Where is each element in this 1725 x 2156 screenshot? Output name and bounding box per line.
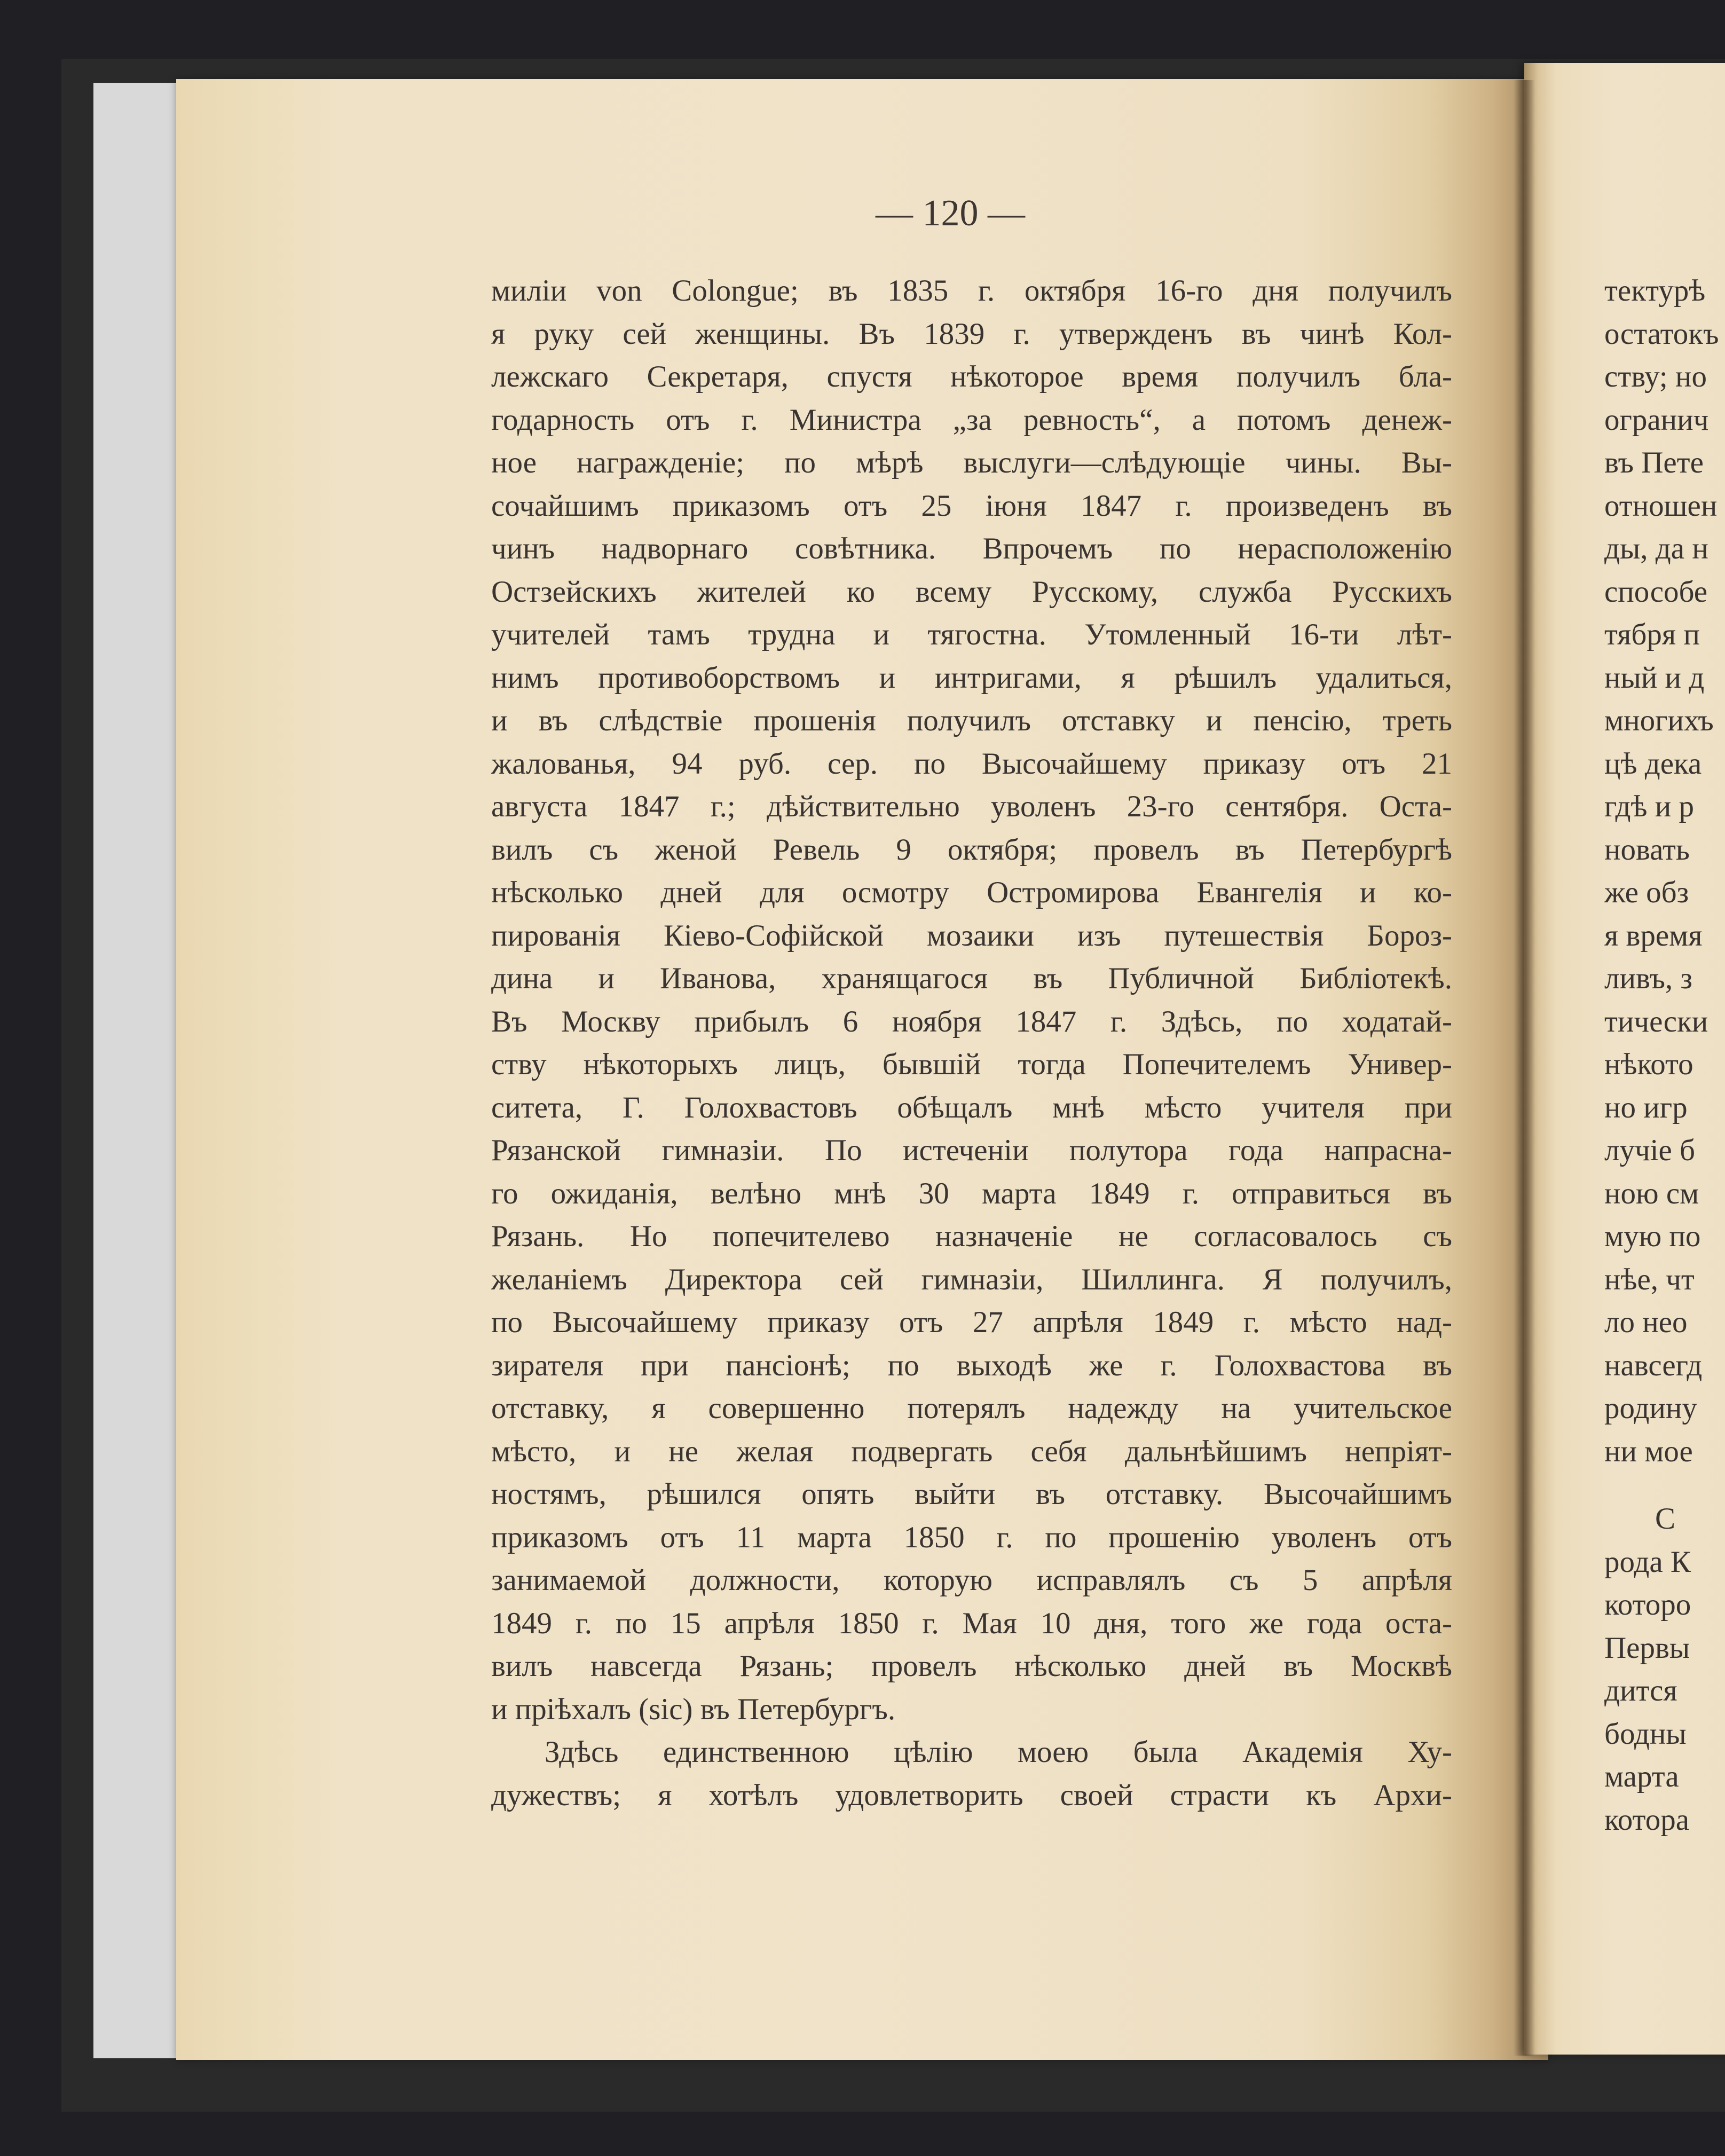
text-line: вилъ навсегда Рязань; провелъ нѣсколько дней въ Москвѣ bbox=[491, 1649, 1452, 1683]
text-line: ливъ, з bbox=[1604, 962, 1692, 995]
text-line: С bbox=[1655, 1502, 1676, 1536]
text-line: годарность отъ г. Министра „за ревность“, а потомъ денеж- bbox=[491, 403, 1452, 437]
text-line: въ Пете bbox=[1604, 446, 1704, 479]
text-line: новать bbox=[1604, 832, 1690, 867]
text-line: приказомъ отъ 11 марта 1850 г. по прошенію уволенъ отъ bbox=[491, 1520, 1452, 1554]
text-line: бодны bbox=[1604, 1717, 1687, 1751]
text-line: тектурѣ bbox=[1604, 274, 1706, 308]
text-line: пированія Кіево-Софійской мозаики изъ путешествія Бороз- bbox=[491, 918, 1452, 953]
text-line: Рязанской гимназіи. По истеченіи полутора года напрасна- bbox=[491, 1134, 1452, 1167]
text-line: я время bbox=[1604, 918, 1703, 953]
text-line: занимаемой должности, которую исправлялъ съ 5 апрѣля bbox=[491, 1563, 1452, 1597]
text-line: и въ слѣдствіе прошенія получилъ отставку и пенсію, треть bbox=[491, 704, 1452, 737]
text-line: ситета, Г. Голохвастовъ обѣщалъ мнѣ мѣсто учителя при bbox=[491, 1090, 1452, 1124]
text-line: лучіе б bbox=[1604, 1134, 1695, 1167]
text-line: рода К bbox=[1604, 1545, 1691, 1579]
text-line: ству; но bbox=[1604, 360, 1707, 394]
text-line: Рязань. Но попечителево назначеніе не согласовалось съ bbox=[491, 1219, 1452, 1253]
text-line: тически bbox=[1604, 1004, 1708, 1038]
text-line: огранич bbox=[1604, 403, 1709, 437]
text-line: отношен bbox=[1604, 489, 1718, 523]
right-page-text bbox=[1604, 270, 1725, 1842]
text-line: желаніемъ Директора сей гимназіи, Шиллинга. Я получилъ, bbox=[491, 1262, 1452, 1296]
text-line: тября п bbox=[1604, 618, 1700, 651]
text-line: лежскаго Секретаря, спустя нѣкоторое время получилъ бла- bbox=[491, 360, 1452, 394]
text-line: Въ Москву прибылъ 6 ноября 1847 г. Здѣсь, по ходатай- bbox=[491, 1004, 1452, 1038]
text-line: марта bbox=[1604, 1760, 1679, 1793]
text-line: нѣкото bbox=[1604, 1048, 1694, 1081]
text-line: мѣсто, и не желая подвергать себя дальнѣйшимъ непріят- bbox=[491, 1434, 1452, 1468]
text-line: ды, да н bbox=[1604, 532, 1708, 565]
text-line: Здѣсь единственною цѣлію моею была Академія Ху- bbox=[545, 1735, 1452, 1769]
text-line: и пріѣхалъ (sic) въ Петербургъ. bbox=[491, 1692, 896, 1726]
text-line: которо bbox=[1604, 1588, 1691, 1622]
text-line: отставку, я совершенно потерялъ надежду на учительское bbox=[491, 1391, 1452, 1425]
text-line: же обз bbox=[1604, 876, 1689, 909]
text-line: дина и Иванова, хранящагося въ Публичной Библіотекѣ. bbox=[491, 962, 1452, 995]
text-line: цѣ дека bbox=[1604, 746, 1702, 781]
text-line: сочайшимъ приказомъ отъ 25 іюня 1847 г. произведенъ въ bbox=[491, 489, 1452, 523]
text-line: способе bbox=[1604, 575, 1708, 609]
text-line: навсегд bbox=[1604, 1348, 1703, 1382]
text-line: по Высочайшему приказу отъ 27 апрѣля 1849 г. мѣсто над- bbox=[491, 1305, 1452, 1339]
text-line: го ожиданія, велѣно мнѣ 30 марта 1849 г. отправиться въ bbox=[491, 1176, 1452, 1210]
text-line: вилъ съ женой Ревель 9 октября; провелъ въ Петербургѣ bbox=[491, 832, 1452, 867]
text-line: дится bbox=[1604, 1674, 1677, 1708]
text-line: нимъ противоборствомъ и интригами, я рѣшилъ удалиться, bbox=[491, 660, 1452, 695]
text-line: ностямъ, рѣшился опять выйти въ отставку. Высочайшимъ bbox=[491, 1477, 1452, 1511]
text-line: августа 1847 г.; дѣйствительно уволенъ 23-го сентября. Оста- bbox=[491, 790, 1452, 823]
left-page-text bbox=[491, 270, 1452, 1817]
text-line: остатокъ bbox=[1604, 317, 1719, 351]
text-line: Первы bbox=[1604, 1631, 1690, 1665]
text-line: 1849 г. по 15 апрѣля 1850 г. Мая 10 дня, того же года оста- bbox=[491, 1606, 1452, 1640]
text-line: ству нѣкоторыхъ лицъ, бывшій тогда Попечителемъ Универ- bbox=[491, 1048, 1452, 1081]
text-line: Остзейскихъ жителей ко всему Русскому, служба Русскихъ bbox=[491, 575, 1452, 609]
text-line: я руку сей женщины. Въ 1839 г. утвержденъ въ чинѣ Кол- bbox=[491, 317, 1452, 351]
text-line: родину bbox=[1604, 1391, 1697, 1425]
text-line: учителей тамъ трудна и тягостна. Утомленный 16-ти лѣт- bbox=[491, 618, 1452, 651]
text-line: гдѣ и р bbox=[1604, 790, 1694, 823]
text-line: миліи von Colongue; въ 1835 г. октября 16-го дня получилъ bbox=[491, 274, 1452, 308]
text-line: многихъ bbox=[1604, 704, 1714, 737]
text-line: котора bbox=[1604, 1803, 1690, 1837]
text-line: чинъ надворнаго совѣтника. Впрочемъ по нерасположенію bbox=[491, 532, 1452, 565]
text-line: мую по bbox=[1604, 1219, 1701, 1253]
text-line: но игр bbox=[1604, 1090, 1688, 1124]
text-line: ною см bbox=[1604, 1176, 1699, 1210]
text-line: зирателя при пансіонѣ; по выходѣ же г. Голохвастова въ bbox=[491, 1348, 1452, 1382]
text-line: дужествъ; я хотѣлъ удовлетворить своей страсти къ Архи- bbox=[491, 1778, 1452, 1812]
text-line: нѣе, чт bbox=[1604, 1262, 1695, 1296]
page-number: — 120 — bbox=[876, 193, 1025, 234]
text-line: ное награжденіе; по мѣрѣ выслуги—слѣдующіе чины. Вы- bbox=[491, 446, 1452, 479]
text-line: нѣсколько дней для осмотру Остромирова Евангелія и ко- bbox=[491, 876, 1452, 909]
text-line: ный и д bbox=[1604, 660, 1705, 695]
book-gutter-shadow bbox=[1514, 80, 1535, 2056]
text-line: ни мое bbox=[1604, 1434, 1693, 1468]
text-line: жалованья, 94 руб. сер. по Высочайшему приказу отъ 21 bbox=[491, 746, 1452, 781]
text-line: ло нео bbox=[1604, 1305, 1688, 1339]
